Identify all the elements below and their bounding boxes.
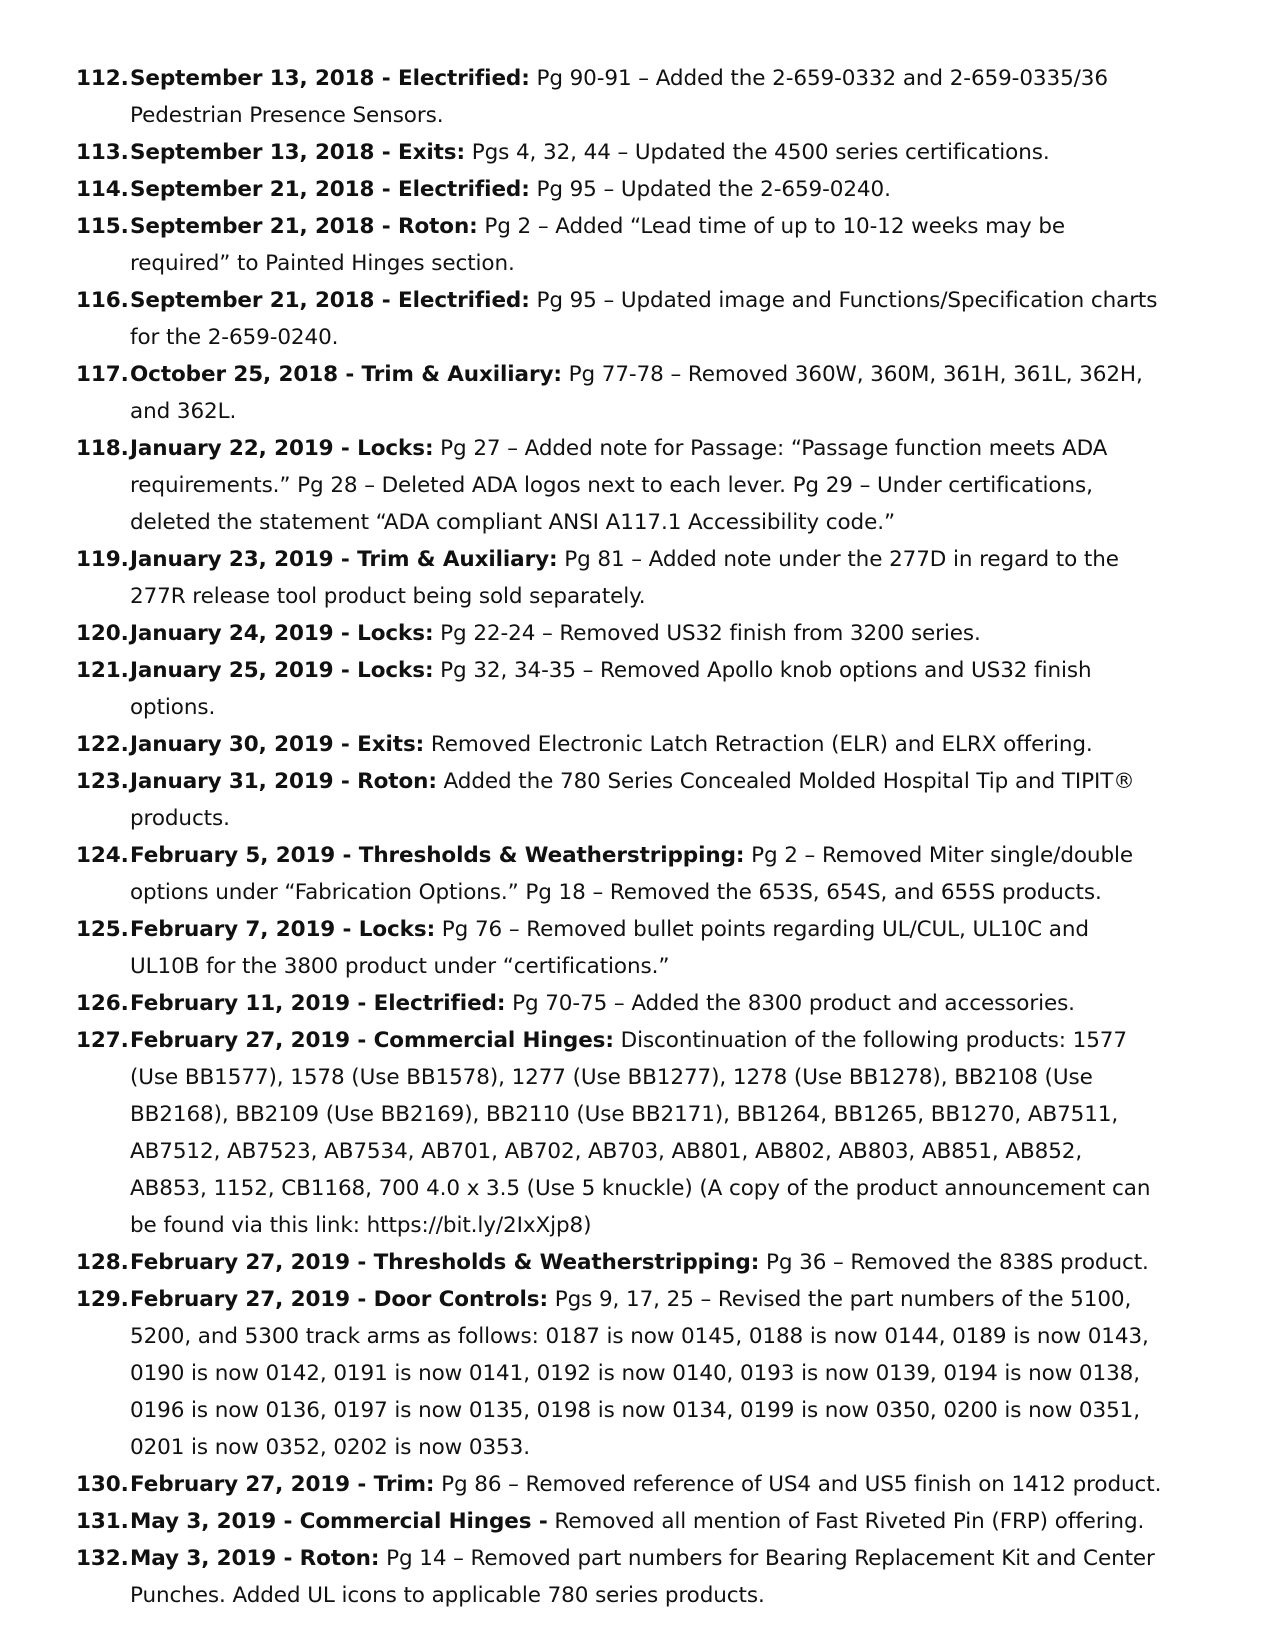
list-item: [0, 1244, 1275, 1281]
list-item: [0, 134, 1275, 171]
item-text: Pg 77-78 – Removed 360W, 360M, 361H, 361L, 362H, and 362L.: [130, 362, 1143, 424]
item-number: 112.: [76, 66, 129, 91]
item-heading: September 13, 2018 - Electrified:: [130, 66, 530, 91]
item-heading: February 27, 2019 - Thresholds & Weatherstripping:: [130, 1250, 760, 1275]
item-number: 128.: [76, 1250, 129, 1275]
item-number: 118.: [76, 436, 129, 461]
item-heading: January 23, 2019 - Trim & Auxiliary:: [130, 547, 558, 572]
item-text: Removed all mention of Fast Riveted Pin (FRP) offering.: [547, 1509, 1145, 1534]
item-number: 131.: [76, 1509, 129, 1534]
item-number: 123.: [76, 769, 129, 794]
item-heading: September 13, 2018 - Exits:: [130, 140, 465, 165]
list-item: [0, 282, 1275, 356]
item-text: Pg 70-75 – Added the 8300 product and accessories.: [505, 991, 1075, 1016]
item-number: 114.: [76, 177, 129, 202]
item-heading: January 25, 2019 - Locks:: [130, 658, 434, 683]
item-heading: September 21, 2018 - Roton:: [130, 214, 478, 239]
item-heading: September 21, 2018 - Electrified:: [130, 288, 530, 313]
list-item: [0, 1466, 1275, 1503]
item-text: Pg 32, 34-35 – Removed Apollo knob options and US32 finish options.: [130, 658, 1092, 720]
item-text: Pg 95 – Updated the 2-659-0240.: [529, 177, 891, 202]
item-number: 126.: [76, 991, 129, 1016]
item-heading: January 30, 2019 - Exits:: [130, 732, 425, 757]
list-item: [0, 1540, 1275, 1614]
list-item: [0, 60, 1275, 134]
item-heading: September 21, 2018 - Electrified:: [130, 177, 530, 202]
list-item: [0, 911, 1275, 985]
list-item: [0, 1503, 1275, 1540]
list-item: [0, 726, 1275, 763]
item-text: Discontinuation of the following products: 1577 (Use BB1577), 1578 (Use BB1578), 1277 (Use BB1277), 1278 (Use BB1278), BB2108 (Use BB2168), BB2109 (Use BB2169), BB2110 (Use BB2171), BB1264, BB1265, BB1270, AB7511, AB7512, AB7523, AB7534, AB701, AB702, AB703, AB801, AB802, AB803, AB851, AB852, AB853, 1152, CB1168, 700 4.0 x 3.5 (Use 5 knuckle) (A copy of the product announcement can be found via this link: https://bit.ly/2IxXjp8): [130, 1028, 1151, 1238]
list-item: [0, 1022, 1275, 1244]
item-text: Removed Electronic Latch Retraction (ELR) and ELRX offering.: [424, 732, 1093, 757]
item-heading: February 27, 2019 - Trim:: [130, 1472, 435, 1497]
item-heading: February 5, 2019 - Thresholds & Weatherstripping:: [130, 843, 745, 868]
item-heading: January 22, 2019 - Locks:: [130, 436, 434, 461]
item-text: Pg 36 – Removed the 838S product.: [759, 1250, 1149, 1275]
list-item: [0, 430, 1275, 541]
item-text: Pg 90-91 – Added the 2-659-0332 and 2-659-0335/36 Pedestrian Presence Sensors.: [130, 66, 1108, 128]
list-item: [0, 541, 1275, 615]
list-item: [0, 837, 1275, 911]
item-text: Pg 2 – Added “Lead time of up to 10-12 weeks may be required” to Painted Hinges section.: [130, 214, 1066, 276]
list-item: [0, 356, 1275, 430]
item-text: Added the 780 Series Concealed Molded Hospital Tip and TIPIT® products.: [130, 769, 1135, 831]
item-text: Pg 76 – Removed bullet points regarding UL/CUL, UL10C and UL10B for the 3800 product under “certifications.”: [130, 917, 1089, 979]
item-number: 113.: [76, 140, 129, 165]
item-text: Pg 2 – Removed Miter single/double options under “Fabrication Options.” Pg 18 – Removed the 653S, 654S, and 655S products.: [130, 843, 1133, 905]
item-text: Pgs 9, 17, 25 – Revised the part numbers of the 5100, 5200, and 5300 track arms as follows: 0187 is now 0145, 0188 is now 0144, 0189 is now 0143, 0190 is now 0142, 0191 is now 0141, 0192 is now 0140, 0193 is now 0139, 0194 is now 0138, 0196 is now 0136, 0197 is now 0135, 0198 is now 0134, 0199 is now 0350, 0200 is now 0351, 0201 is now 0352, 0202 is now 0353.: [130, 1287, 1149, 1460]
list-item: [0, 208, 1275, 282]
item-number: 132.: [76, 1546, 129, 1571]
item-number: 122.: [76, 732, 129, 757]
item-heading: February 27, 2019 - Door Controls:: [130, 1287, 548, 1312]
item-number: 124.: [76, 843, 129, 868]
item-number: 125.: [76, 917, 129, 942]
item-number: 127.: [76, 1028, 129, 1053]
item-heading: February 7, 2019 - Locks:: [130, 917, 436, 942]
item-text: Pg 22-24 – Removed US32 finish from 3200 series.: [433, 621, 981, 646]
item-number: 120.: [76, 621, 129, 646]
item-heading: January 24, 2019 - Locks:: [130, 621, 434, 646]
item-text: Pg 81 – Added note under the 277D in regard to the 277R release tool product being sold separately.: [130, 547, 1119, 609]
item-heading: February 11, 2019 - Electrified:: [130, 991, 506, 1016]
list-item: [0, 763, 1275, 837]
item-heading: May 3, 2019 - Commercial Hinges -: [130, 1509, 548, 1534]
item-number: 119.: [76, 547, 129, 572]
list-item: [0, 652, 1275, 726]
item-number: 121.: [76, 658, 129, 683]
list-item: [0, 171, 1275, 208]
list-item: [0, 1281, 1275, 1466]
item-text: Pg 14 – Removed part numbers for Bearing Replacement Kit and Center Punches. Added UL icons to applicable 780 series products.: [130, 1546, 1155, 1608]
item-text: Pg 95 – Updated image and Functions/Specification charts for the 2-659-0240.: [130, 288, 1158, 350]
item-heading: May 3, 2019 - Roton:: [130, 1546, 380, 1571]
item-text: Pgs 4, 32, 44 – Updated the 4500 series certifications.: [464, 140, 1050, 165]
item-heading: January 31, 2019 - Roton:: [130, 769, 437, 794]
item-number: 115.: [76, 214, 129, 239]
list-item: [0, 985, 1275, 1022]
item-text: Pg 86 – Removed reference of US4 and US5 finish on 1412 product.: [434, 1472, 1162, 1497]
item-text: Pg 27 – Added note for Passage: “Passage function meets ADA requirements.” Pg 28 – Deleted ADA logos next to each lever. Pg 29 – Under certifications, deleted the statement “ADA compliant ANSI A117.1 Accessibility code.”: [130, 436, 1108, 535]
item-number: 116.: [76, 288, 129, 313]
item-heading: October 25, 2018 - Trim & Auxiliary:: [130, 362, 562, 387]
item-heading: February 27, 2019 - Commercial Hinges:: [130, 1028, 614, 1053]
item-number: 117.: [76, 362, 129, 387]
item-number: 129.: [76, 1287, 129, 1312]
item-number: 130.: [76, 1472, 129, 1497]
list-item: [0, 615, 1275, 652]
revision-list: [0, 60, 1275, 1614]
